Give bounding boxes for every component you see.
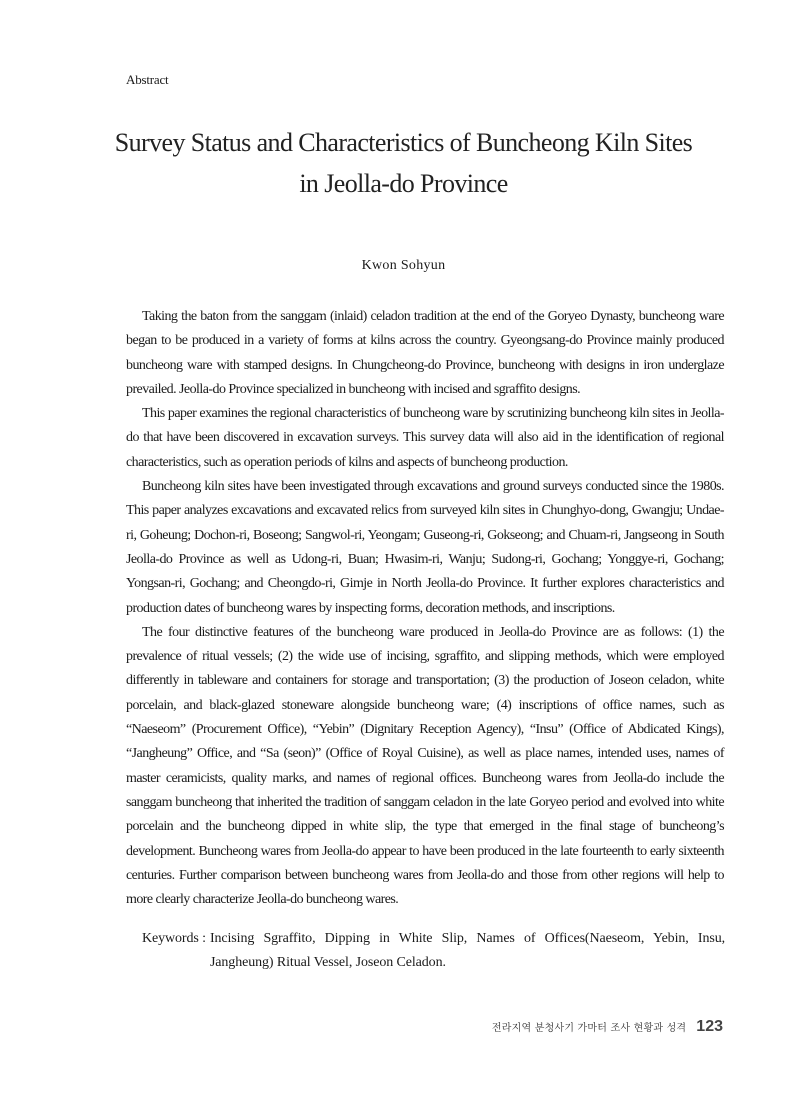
abstract-paragraph-3: Buncheong kiln sites have been investigated through excavations and ground surveys conducted since the 1980s. This paper analyzes excavations and excavated relics from surveyed kiln sites in Chunghyo-dong, Gwangju; Undae-ri, Goheung; Dochon-ri, Boseong; Sangwol-ri, Yeongam; Guseong-ri, Gokseong; and Chuam-ri, Jangseong in South Jeolla-do Province as well as Udong-ri, Buan; Hwasim-ri, Wanju; Sudong-ri, Gochang; Yonggye-ri, Gochang; Yongsan-ri, Gochang; and Cheongdo-ri, Gimje in North Jeolla-do Province. It further explores characteristics and production dates of buncheong wares by inspecting forms, decoration methods, and inscriptions. bbox=[126, 479, 724, 616]
section-label: Abstract bbox=[126, 72, 169, 87]
keywords-label: Keywords : bbox=[142, 931, 206, 946]
abstract-paragraph-1: Taking the baton from the sanggam (inlaid) celadon tradition at the end of the Goryeo Dynasty, buncheong ware began to be produced in a variety of forms at kilns across the country. Gyeongsang-do Province mainly produced buncheong ware with stamped designs. In Chungcheong-do Province, buncheong with designs in iron underglaze prevailed. Jeolla-do Province specialized in buncheong with incised and sgraffito designs. bbox=[126, 309, 724, 397]
keywords-list: Incising Sgraffito, Dipping in White Slip, Names of Offices(Naeseom, Yebin, Insu, Jangheung) Ritual Vessel, Joseon Celadon. bbox=[209, 931, 725, 970]
paper-title bbox=[100, 122, 707, 204]
title-line-2: in Jeolla-do Province bbox=[299, 169, 508, 198]
page-number: 123 bbox=[696, 1018, 723, 1035]
author-name: Kwon Sohyun bbox=[361, 258, 446, 273]
title-line-1: Survey Status and Characteristics of Buncheong Kiln Sites bbox=[114, 128, 693, 157]
keywords-block bbox=[142, 927, 725, 975]
abstract-paragraph-4: The four distinctive features of the buncheong ware produced in Jeolla-do Province are as follows: (1) the prevalence of ritual vessels; (2) the wide use of incising, sgraffito, and slipping methods, which were employed differently in tableware and containers for storage and transportation; (3) the production of Joseon celadon, white porcelain, and black-glazed stoneware alongside buncheong ware; (4) inscriptions of office names, such as “Naeseom” (Procurement Office), “Yebin” (Dignitary Reception Agency), “Insu” (Office of Abdicated Kings), “Jangheung” Office, and “Sa (seon)” (Office of Royal Cuisine), as well as place names, intended uses, names of master ceramicists, quality marks, and names of regional offices. Buncheong wares from Jeolla-do include the sanggam buncheong that inherited the tradition of sanggam celadon in the late Goryeo period and evolved into white porcelain and the buncheong dipped in white slip, the type that emerged in the final stage of buncheong’s development. Buncheong wares from Jeolla-do appear to have been produced in the late fourteenth to early sixteenth centuries. Further comparison between buncheong wares from Jeolla-do and those from other regions will help to more clearly characterize Jeolla-do buncheong wares. bbox=[126, 624, 724, 908]
abstract-paragraph-2: This paper examines the regional characteristics of buncheong ware by scrutinizing buncheong kiln sites in Jeolla-do that have been discovered in excavation surveys. This survey data will also aid in the identification of regional characteristics, such as operation periods of kilns and aspects of buncheong production. bbox=[126, 406, 724, 470]
page-footer bbox=[492, 1018, 723, 1036]
running-title: 전라지역 분청사기 가마터 조사 현황과 성격 bbox=[491, 1023, 687, 1034]
abstract-body bbox=[126, 305, 724, 912]
